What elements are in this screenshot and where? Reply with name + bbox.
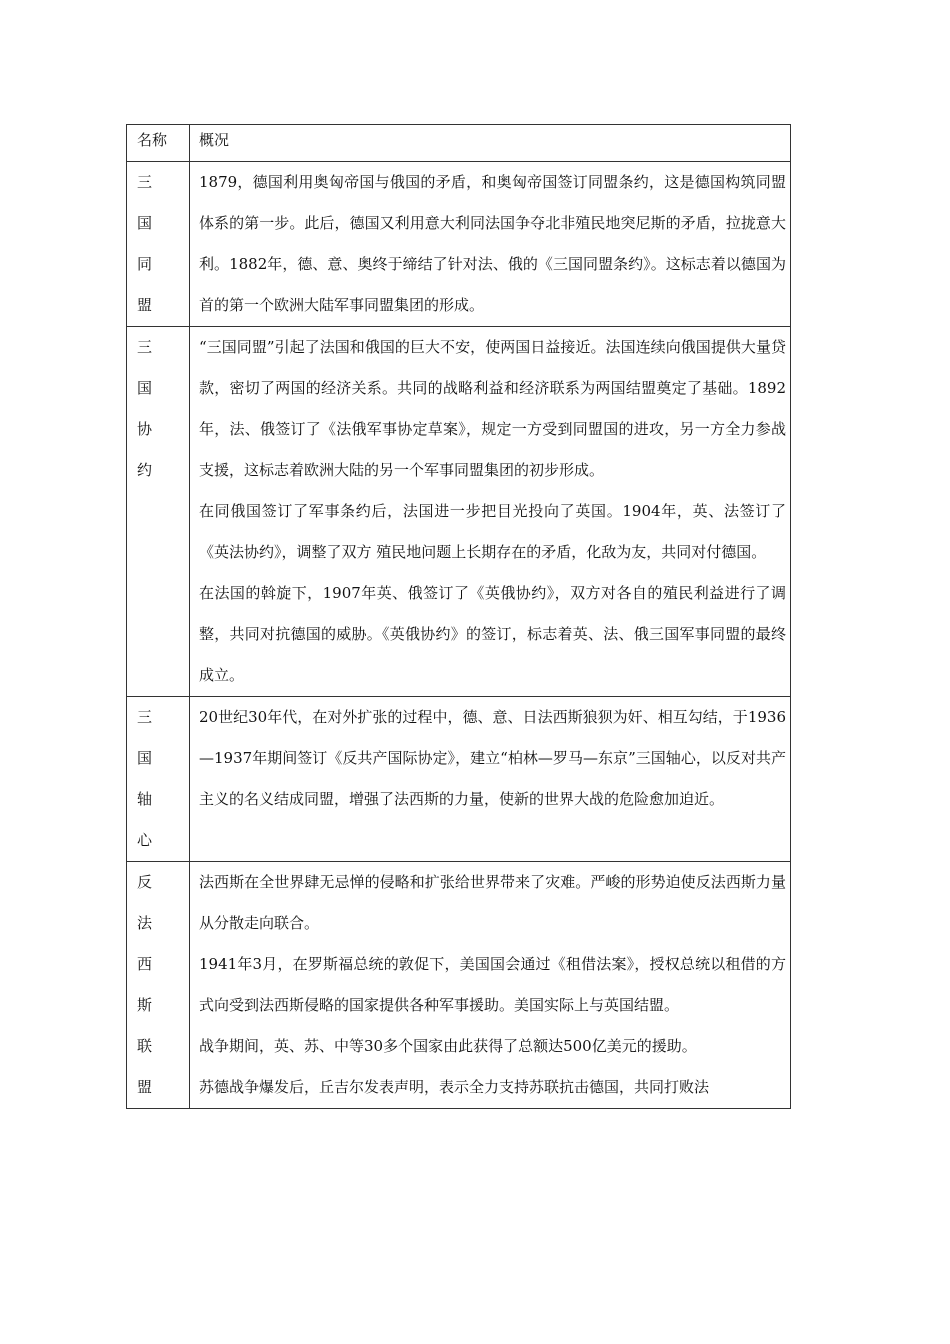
name-cell <box>127 862 190 1109</box>
desc-paragraph: 1941年3月，在罗斯福总统的敦促下，美国国会通过《租借法案》，授权总统以租借的方式向受到法西斯侵略的国家提供各种军事援助。美国实际上与英国结盟。 <box>199 955 786 1014</box>
header-name: 名称 <box>137 131 168 149</box>
desc-paragraph: 苏德战争爆发后，丘吉尔发表声明，表示全力支持苏联抗击德国，共同打败法 <box>199 1078 710 1096</box>
desc-cell <box>190 697 791 862</box>
table-body <box>127 125 791 1109</box>
table-header-row <box>127 125 791 162</box>
desc-cell <box>190 162 791 327</box>
table-row <box>127 862 791 1109</box>
table-row <box>127 697 791 862</box>
alliance-name: 三国同盟 <box>137 173 168 314</box>
name-cell <box>127 697 190 862</box>
desc-paragraph: 1879，德国利用奥匈帝国与俄国的矛盾，和奥匈帝国签订同盟条约，这是德国构筑同盟体系的第一步。此后，德国又利用意大利同法国争夺北非殖民地突尼斯的矛盾，拉拢意大利。1882年，德、意、奥终于缔结了针对法、俄的《三国同盟条约》。这标志着以德国为首的第一个欧洲大陆军事同盟集团的形成。 <box>199 173 786 314</box>
table-row <box>127 327 791 697</box>
table-row <box>127 162 791 327</box>
name-cell <box>127 327 190 697</box>
desc-paragraph: 20世纪30年代，在对外扩张的过程中，德、意、日法西斯狼狈为奸、相互勾结，于1936—1937年期间签订《反共产国际协定》，建立“柏林—罗马—东京”三国轴心，以反对共产主义的名义结成同盟，增强了法西斯的力量，使新的世界大战的危险愈加迫近。 <box>199 708 786 808</box>
header-desc-cell <box>190 125 791 162</box>
desc-paragraph: 在法国的斡旋下，1907年英、俄签订了《英俄协约》，双方对各自的殖民利益进行了调整，共同对抗德国的威胁。《英俄协约》的签订，标志着英、法、俄三国军事同盟的最终成立。 <box>199 584 786 684</box>
desc-paragraph: 法西斯在全世界肆无忌惮的侵略和扩张给世界带来了灾难。严峻的形势迫使反法西斯力量从分散走向联合。 <box>199 873 786 932</box>
desc-cell <box>190 327 791 697</box>
alliance-name: 三国轴心 <box>137 708 168 849</box>
desc-cell <box>190 862 791 1109</box>
header-desc: 概况 <box>199 131 230 149</box>
desc-paragraph: 在同俄国签订了军事条约后，法国进一步把目光投向了英国。1904年，英、法签订了《英法协约》，调整了双方 殖民地问题上长期存在的矛盾，化敌为友，共同对付德国。 <box>199 502 786 561</box>
desc-paragraph: “三国同盟”引起了法国和俄国的巨大不安，使两国日益接近。法国连续向俄国提供大量贷款，密切了两国的经济关系。共同的战略利益和经济联系为两国结盟奠定了基础。1892年，法、俄签订了《法俄军事协定草案》，规定一方受到同盟国的进攻，另一方全力参战支援，这标志着欧洲大陆的另一个军事同盟集团的初步形成。 <box>199 338 786 479</box>
desc-paragraph: 战争期间，英、苏、中等30多个国家由此获得了总额达500亿美元的援助。 <box>199 1037 697 1055</box>
alliances-table <box>126 124 791 1109</box>
alliance-name: 反法西斯联盟 <box>137 873 168 1096</box>
name-cell <box>127 162 190 327</box>
alliance-name: 三国协约 <box>137 338 168 479</box>
header-name-cell <box>127 125 190 162</box>
